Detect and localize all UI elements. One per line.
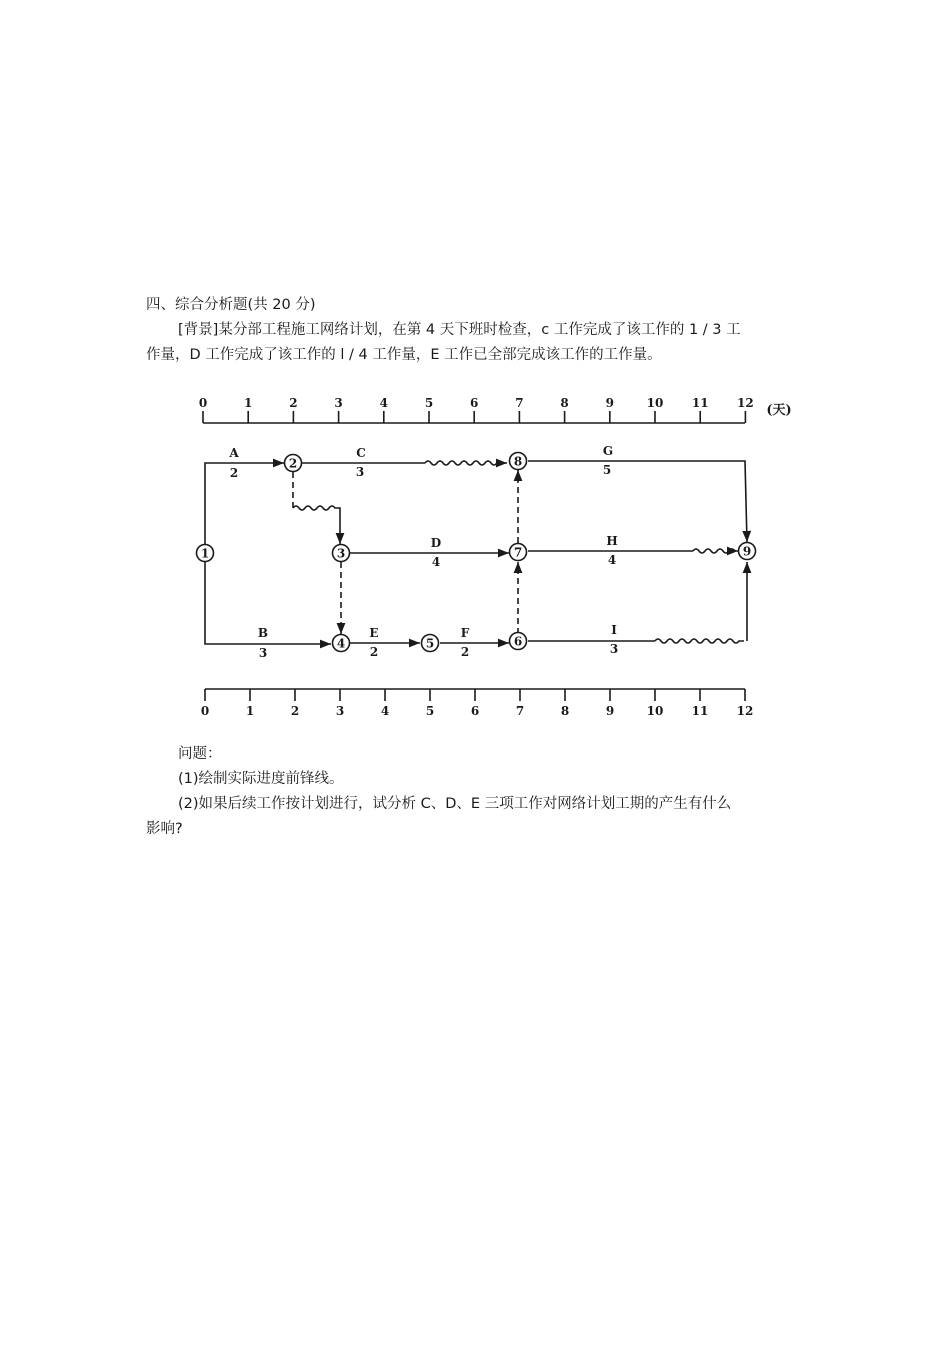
activity-h-duration: 4 [607,553,617,567]
activity-c-name: C [356,446,366,460]
activity-e-name: E [369,626,379,640]
top-scale-label: 9 [605,396,614,410]
activity-d-name: D [430,536,442,550]
bottom-scale-label: 12 [736,704,754,718]
dummy-arrows [293,470,518,634]
activity-labels [228,444,618,660]
top-scale-label: 2 [289,396,298,410]
node-label: 6 [513,634,523,649]
network-nodes [197,453,756,652]
node-2 [285,455,302,472]
activity-e-duration: 2 [369,645,379,659]
node-4 [333,635,350,652]
bottom-scale-label: 7 [515,704,525,718]
node-label: 8 [513,454,523,469]
background-line-2: 作量，D 工作完成了该工作的 l / 4 工作量，E 工作已全部完成该工作的工作量。 [146,347,662,363]
node-8 [510,453,527,470]
bottom-scale-label: 11 [691,704,709,718]
bottom-scale-label: 6 [470,704,480,718]
node-label: 3 [336,546,346,561]
top-scale-label: 12 [737,396,754,410]
bottom-scale-label: 1 [245,704,255,718]
dummy-2-3-float [293,506,340,544]
activity-b-duration: 3 [258,646,268,660]
activity-i-name: I [611,623,617,637]
activity-f-duration: 2 [460,645,470,659]
node-5 [422,635,439,652]
activity-a-name: A [229,446,239,460]
bottom-scale-label: 10 [646,704,664,718]
top-scale-label: 0 [198,396,208,410]
top-scale-label: 1 [244,396,253,410]
bottom-scale-label: 2 [290,704,300,718]
free-float-c [425,461,507,465]
activity-g-duration: 5 [602,463,612,477]
question-1: (1)绘制实际进度前锋线。 [178,771,344,787]
activity-d-duration: 4 [431,555,441,569]
top-scale-label: 10 [646,396,664,410]
free-float-h [693,549,738,553]
questions-title: 问题： [178,746,222,762]
bottom-scale-label: 4 [380,704,390,718]
node-label: 4 [336,636,346,651]
arrow-a [205,463,284,545]
section-heading: 四、综合分析题(共 20 分) [146,297,316,313]
node-1 [197,545,214,562]
network-arrows [205,461,747,644]
activity-a-duration: 2 [229,466,239,480]
node-6 [510,633,527,650]
bottom-scale-label: 3 [335,704,345,718]
node-label: 9 [742,544,752,559]
node-label: 5 [425,636,435,651]
top-scale-label: 4 [379,396,388,410]
activity-c-duration: 3 [355,465,365,479]
top-scale-label: 6 [470,396,479,410]
activity-g-name: G [602,444,614,458]
node-7 [510,544,527,561]
free-float-i [655,639,744,643]
arrow-g [528,461,747,542]
node-label: 2 [288,456,298,471]
top-scale-label: 7 [515,396,524,410]
question-2-line-1: (2)如果后续工作按计划进行，试分析 C、D、E 三项工作对网络计划工期的产生有什么 [178,796,732,812]
bottom-time-scale [205,689,745,701]
activity-f-name: F [460,626,470,640]
top-scale-label: 3 [334,396,343,410]
time-unit-label: (天) [766,403,792,418]
node-label: 1 [200,546,210,561]
node-9 [739,543,756,560]
activity-h-name: H [606,534,618,548]
top-time-scale [203,411,745,423]
question-2-line-2: 影响? [146,821,183,837]
background-line-1: [背景]某分部工程施工网络计划，在第 4 天下班时检查，c 工作完成了该工作的 1 / 3 工 [178,322,741,338]
activity-b-name: B [257,626,269,640]
top-scale-label: 8 [560,396,569,410]
node-label: 7 [513,545,523,560]
bottom-scale-label: 8 [560,704,570,718]
bottom-scale-label: 5 [425,704,435,718]
top-scale-label: 5 [424,396,434,410]
activity-i-duration: 3 [609,642,619,656]
bottom-scale-label: 9 [605,704,615,718]
top-scale-label: 11 [691,396,709,410]
bottom-scale-label: 0 [200,704,210,718]
node-3 [333,545,350,562]
